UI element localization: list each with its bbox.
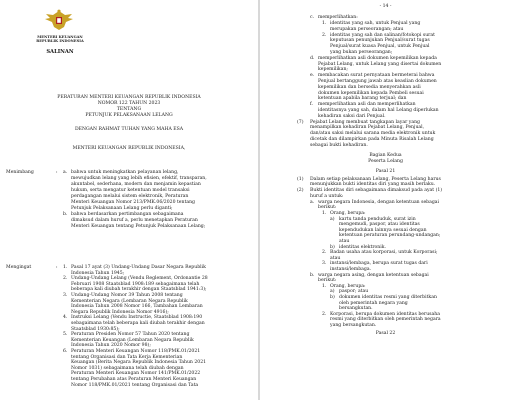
mengingat-text: Negara Republik Indonesia Nomor 4916); (71, 309, 169, 315)
item-text: berikut: (318, 205, 337, 211)
sub-text: bersangkutan. (339, 306, 373, 312)
regulation-title: NOMOR 122 TAHUN 2023 (97, 101, 161, 106)
mengingat-text: tentang Organisasi dan Tata Kerja Kementerian (71, 354, 183, 360)
menimbang-text: akuntabel, sederhana, modern dan menjamin kepastian (71, 182, 201, 187)
mengingat-text: Undang-Undang Nomor 39 Tahun 2008 tentang (71, 293, 183, 298)
item-text: Pejabat Lelang, untuk Lelang yang disertai dokumen (318, 61, 442, 67)
sub-text: Korporasi, berupa dokumen identitas berusaha (330, 311, 440, 317)
item-marker: f. (310, 102, 313, 108)
sub-text: identitas yang sah dan salinan/fotokopi surat (330, 32, 435, 38)
paragraph-marker: (2) (297, 188, 304, 194)
mengingat-text: Peraturan Presiden Nomor 57 Tahun 2020 tentang (71, 332, 190, 338)
sub-marker: b) (330, 295, 335, 300)
sub-text: mengemudi, paspor, atau identitas (339, 222, 420, 228)
item-text: Penjual bertanggung jawab atas keaslian dokumen (318, 79, 437, 84)
mengingat-colon: : (56, 265, 58, 270)
sub-text: Badan usaha atau korporasi, untuk Korporasi; (330, 250, 438, 256)
item-text: memperlihatkan asli dokumen kepemilikan kepada (318, 55, 437, 61)
mengingat-text: Nomor 1031) sebagaimana telah diubah dengan (71, 365, 184, 371)
menimbang-text: perdagangan melalui sistem elektronik, Peraturan (71, 194, 189, 199)
paragraph-text: menampilkan kehadiran Pejabat Lelang, Penjual, (310, 125, 425, 131)
mengingat-text: Kementerian Negara (Lembaran Negara Republik (71, 298, 188, 304)
menimbang-text: hukum, serta mengatur ketentuan model transaksi (71, 188, 190, 193)
menimbang-text: bahwa untuk meningkatkan pelayanan lelang, (71, 170, 179, 175)
menimbang-marker: b. (63, 212, 68, 217)
sub-text: kartu tanda penduduk, surat izin (339, 216, 416, 222)
item-marker: e. (310, 73, 315, 79)
mengingat-text: Kementerian Keuangan (Lembaran Negara Republik (71, 337, 194, 343)
item-text: memperlihatkan asli dan memperlihatkan (318, 102, 416, 108)
sub-marker: 1. (322, 21, 327, 26)
mengingat-marker: 5. (63, 332, 68, 338)
mengingat-text: sebagaimana telah beberapa kali diubah terakhir dengan (71, 321, 205, 326)
sub-text: dokumen identitas resmi yang diterbitkan (339, 295, 437, 300)
right-page (260, 0, 511, 400)
preamble-line: MENTERI KEUANGAN REPUBLIK INDONESIA, (72, 146, 186, 151)
item-text: berikut: (318, 278, 337, 284)
page-number: - 14 - (379, 4, 392, 9)
sub-marker: a) (330, 289, 335, 295)
sub-marker: 3. (322, 261, 327, 267)
sub-text: Orang, berupa: (330, 211, 366, 216)
mengingat-marker: 4. (63, 315, 68, 321)
paragraph-text: menunjukkan bukti identitas diri yang masih berlaku. (310, 182, 436, 188)
mengingat-text: Keuangan (Berita Negara Republik Indonesia Tahun 2021 (71, 360, 207, 366)
menimbang-text: Menteri Keuangan tentang Petunjuk Pelaksanaan Lelang; (71, 224, 206, 229)
sub-text: oleh pemerintah negara yang (339, 300, 408, 306)
item-marker: d. (310, 55, 315, 61)
ministry-name: REPUBLIK INDONESIA (36, 39, 84, 43)
sub-text: instansi/lembaga. (330, 267, 372, 272)
mengingat-text: Indonesia Tahun 2020 Nomor 98); (71, 343, 151, 349)
regulation-title: TENTANG (116, 107, 142, 112)
item-marker: a. (310, 199, 315, 205)
mengingat-marker: 1. (63, 265, 68, 270)
paragraph-text: Dalam setiap pelaksanaan Lelang, Peserta Lelang harus (310, 176, 441, 182)
section-heading: Peserta Lelang (368, 158, 403, 164)
menimbang-colon: : (56, 170, 58, 175)
article-title: Pasal 22 (375, 330, 396, 336)
sub-marker: 2. (322, 250, 327, 256)
mengingat-text: Februari 1908 Staatsblad 1908:189 sebagaimana telah (71, 281, 200, 287)
sub-text: keputusan penunjukan Penjual/surat tugas (330, 38, 430, 44)
mengingat-text: Undang-Undang Lelang (Vendu Reglement, Ordonantie 28 (71, 276, 208, 282)
mengingat-text: tentang Perubahan atas Peraturan Menteri Keuangan (71, 377, 197, 382)
menimbang-text: Menteri Keuangan Nomor 213/PMK.06/2020 tentang (71, 200, 195, 205)
item-text: kehadiran saksi dari Penjual. (318, 113, 386, 119)
sub-text: kependudukan lainnya sesuai dengan (339, 227, 427, 233)
mengingat-text: Indonesia Tahun 1945; (71, 270, 125, 276)
mengingat-marker: 2. (63, 276, 68, 282)
mengingat-text: Instruksi Lelang (Vendu Instructie, Staatsblad 1908:190 (71, 315, 203, 321)
sub-text: Orang, berupa: (330, 283, 366, 289)
mengingat-marker: 6. (63, 349, 68, 354)
sub-marker: b) (330, 244, 335, 250)
garuda-emblem-icon (44, 8, 74, 33)
article-title: Pasal 21 (375, 168, 396, 174)
sub-text: identitas yang sah, untuk Penjual yang (330, 21, 421, 26)
mengingat-text: beberapa kali diubah terakhir dengan Staatsblad 1941:3); (71, 287, 207, 293)
sub-text: yang bersangkutan. (330, 323, 377, 328)
sub-text: identitas elektronik. (339, 244, 386, 250)
sub-text: resmi yang diterbitkan oleh pemerintah negara (330, 317, 441, 323)
item-marker: b. (310, 272, 315, 278)
item-text: warga negara asing, dengan ketentuan sebagai (318, 272, 429, 278)
sub-text: merupakan perseorangan; atau (330, 26, 404, 32)
item-text: memperlihatkan: (318, 15, 358, 20)
item-text: dokumen kepemilikan kepada Pembeli sesuai (318, 90, 424, 96)
item-text: ketentuan apabila barang terjual; dan (318, 96, 407, 102)
item-text: warga negara Indonesia, dengan ketentuan sebagai (318, 199, 440, 205)
regulation-title: PERATURAN MENTERI KEUANGAN REPUBLIK INDONESIA (57, 95, 201, 100)
menimbang-text: bahwa berdasarkan pertimbangan sebagaimana (71, 212, 184, 217)
paragraph-text: dicetak dan dilampirkan pada Minuta Risalah Lelang (310, 137, 434, 142)
sub-text: paspor; atau (339, 289, 369, 295)
sub-text: ketentuan peraturan perundang-undangan; (339, 233, 441, 239)
paragraph-text: Pejabat Lelang membuat tangkapan layar yang (310, 119, 420, 125)
sub-text: instansi/lembaga, berupa surat tugas dari (330, 261, 428, 267)
sub-text: yang bukan perseorangan; (330, 50, 393, 55)
item-text: kepemilikan; (318, 67, 348, 73)
sub-marker: 1. (322, 211, 327, 216)
regulation-title: PETUNJUK PELAKSANAAN LELANG (85, 113, 173, 118)
item-text: membacakan surat pernyataan bermeterai bahwa (318, 73, 435, 79)
sub-text: Penjual/surat kuasa Penjual, untuk Penjual (330, 44, 430, 50)
sub-marker: 2. (322, 32, 327, 38)
mengingat-text: Indonesia Tahun 2008 Nomor 166, Tambahan Lembaran (71, 304, 203, 310)
sub-marker: 1. (322, 283, 327, 289)
menimbang-label: Menimbang (6, 170, 34, 175)
item-text: identitasnya yang sah, dalam hal Lelang diperlukan (318, 108, 439, 113)
paragraph-text: dan/atau saksi melalui sarana media elektronik untuk (310, 131, 436, 137)
menimbang-text: mewujudkan lelang yang lebih efisien, efektif, transparan, (71, 176, 207, 181)
mengingat-text: Peraturan Menteri Keuangan Nomor 141/PMK.01/2022 (71, 371, 201, 377)
sub-text: atau (330, 255, 341, 261)
sub-marker: a) (330, 216, 335, 222)
paragraph-marker: (1) (297, 176, 304, 182)
paragraph-marker: (7) (297, 119, 304, 125)
mengingat-text: Nomor 118/PMK.01/2021 tentang Organisasi dan Tata (71, 382, 199, 388)
item-text: kepemilikan dan bersedia menyerahkan asli (318, 84, 421, 90)
salinan-label: SALINAN (46, 49, 74, 55)
menimbang-text: dimaksud dalam huruf a, perlu menetapkan Peraturan (71, 218, 198, 223)
paragraph-text: sebagai bukti kehadiran. (310, 142, 368, 148)
item-marker: c. (310, 15, 315, 20)
ministry-name: MENTERI KEUANGAN (37, 35, 83, 39)
sub-marker: 2. (322, 311, 327, 317)
mengingat-text: Staatsblad 1930:85); (71, 326, 120, 332)
menimbang-text: Petunjuk Pelaksanaan Lelang perlu diganti; (71, 206, 173, 211)
menimbang-marker: a. (63, 170, 68, 175)
mengingat-label: Mengingat (6, 265, 32, 270)
preamble-line: DENGAN RAHMAT TUHAN YANG MAHA ESA (74, 127, 184, 132)
paragraph-text: Bukti identitas diri sebagaimana dimaksud pada ayat (1) (310, 188, 443, 194)
mengingat-text: Peraturan Menteri Keuangan Nomor 118/PMK.01/2021 (71, 349, 201, 354)
sub-text: atau (339, 239, 350, 244)
section-heading: Bagian Kedua (369, 152, 402, 158)
mengingat-text: Pasal 17 ayat (3) Undang-Undang Dasar Negara Republik (71, 265, 206, 270)
paragraph-text: huruf a untuk: (310, 194, 344, 199)
mengingat-marker: 3. (63, 293, 68, 298)
